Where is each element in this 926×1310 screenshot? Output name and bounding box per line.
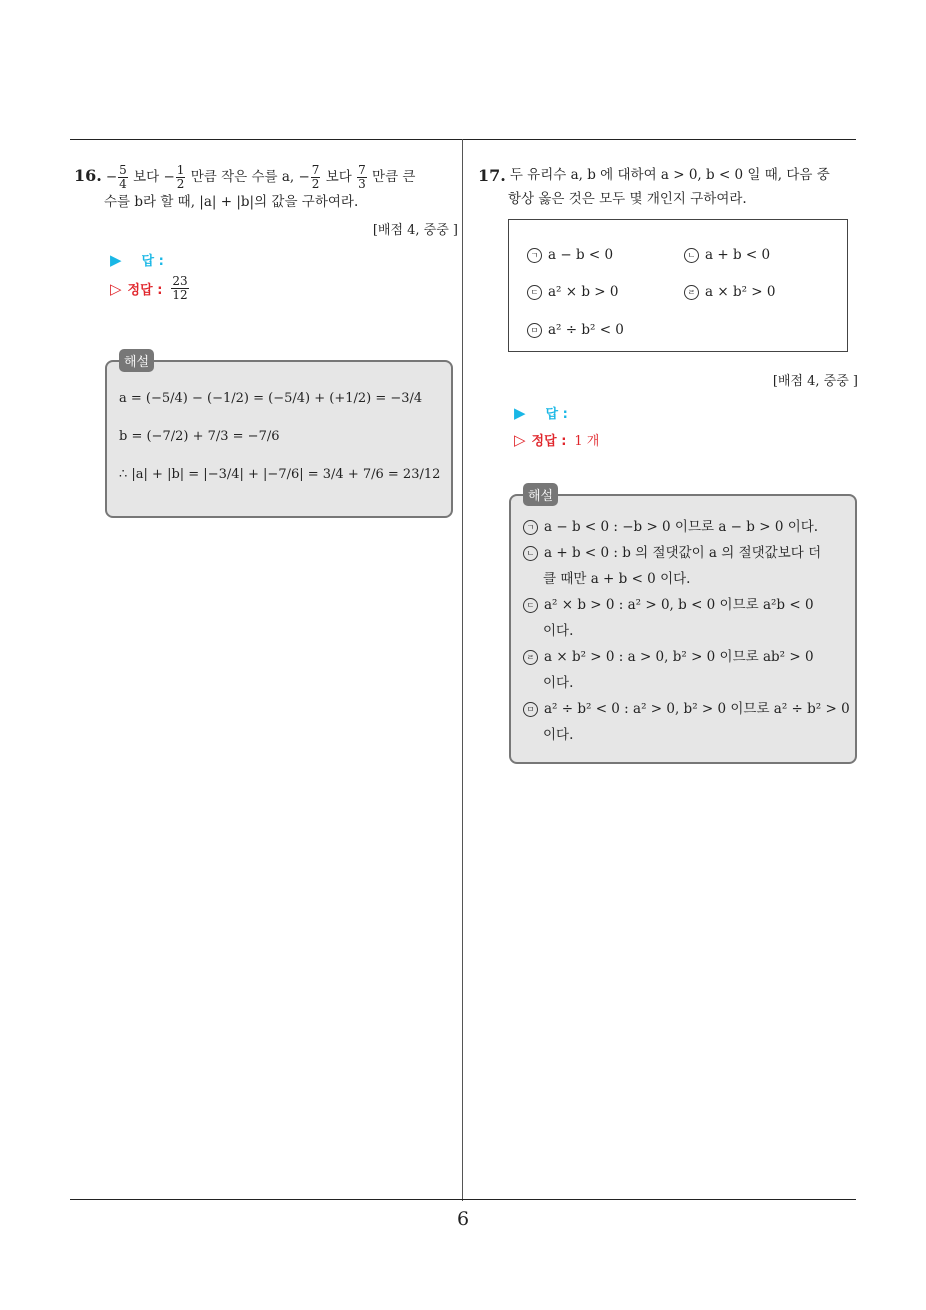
solution-box: [105, 355, 453, 518]
circled-mark: ㄴ: [684, 248, 699, 263]
fraction: $\frac{7}{3}$: [358, 163, 366, 191]
correct-answer-line: [110, 275, 458, 302]
triangle-icon: ▶: [514, 403, 526, 422]
solution-box: [509, 489, 857, 764]
choice-5: ㅁ a² ÷ b² < 0: [527, 322, 624, 338]
question-text-line2: 항상 옳은 것은 모두 몇 개인지 구하여라.: [508, 191, 747, 207]
question-text-line2: 수를 b라 할 때, |a| + |b|의 값을 구하여라.: [104, 194, 359, 210]
circled-mark: ㄴ: [523, 546, 538, 561]
question-text-line1: 두 유리수 a, b 에 대하여 a > 0, b < 0 일 때, 다음 중: [509, 167, 830, 183]
solution-tag: 해설: [119, 349, 154, 372]
answer-label: 답 :: [545, 407, 568, 422]
solution-tag: 해설: [523, 483, 558, 506]
solution-line: ㅁ a² ÷ b² < 0 : a² > 0, b² > 0 이므로 a² ÷ b² > 0: [523, 696, 853, 722]
question-number: 17.: [478, 166, 506, 185]
solution-line: 클 때만 a + b < 0 이다.: [543, 571, 691, 587]
correct-answer-value: $\frac{23}{12}$: [172, 274, 188, 302]
column-divider: [462, 139, 463, 1201]
correct-answer-label: 정답 :: [531, 434, 567, 449]
outline-triangle-icon: ▷: [110, 279, 122, 298]
fraction: $\frac{5}{4}$: [119, 163, 127, 191]
solution-line-c: ∴ |a| + |b| = |−3/4| + |−7/6| = 3/4 + 7/6 = 23/12: [119, 467, 441, 482]
solution-line: ㄱ a − b < 0 : −b > 0 이므로 a − b > 0 이다.: [523, 514, 853, 540]
solution-line-a: a = (−5/4) − (−1/2) = (−5/4) + (+1/2) = −3/4: [119, 391, 423, 406]
choice-1: ㄱ a − b < 0: [527, 247, 613, 263]
fraction: $\frac{7}{2}$: [311, 163, 320, 191]
choices-box: [508, 219, 848, 352]
question-16: [74, 164, 458, 302]
circled-mark: ㄹ: [684, 285, 699, 300]
answer-line: [110, 250, 458, 269]
solution-line-b: b = (−7/2) + 7/3 = −7/6: [119, 429, 280, 444]
answer-label: 답 :: [141, 254, 164, 269]
question-number: 16.: [74, 166, 102, 185]
fraction: $\frac{1}{2}$: [176, 163, 185, 191]
solution-line: ㄴ a + b < 0 : b 의 절댓값이 a 의 절댓값보다 더: [523, 540, 853, 566]
question-17: [478, 164, 860, 210]
answer-line: [514, 403, 858, 422]
correct-answer-value: 1 개: [574, 434, 600, 449]
circled-mark: ㄱ: [523, 520, 538, 535]
top-rule: [70, 139, 856, 140]
solution-lines: [523, 514, 853, 748]
solution-line: ㄷ a² × b > 0 : a² > 0, b < 0 이므로 a²b < 0: [523, 592, 853, 618]
circled-mark: ㅁ: [527, 323, 542, 338]
page-number: 6: [456, 1208, 470, 1230]
solution-line: ㄹ a × b² > 0 : a > 0, b² > 0 이므로 ab² > 0: [523, 644, 853, 670]
circled-mark: ㅁ: [523, 702, 538, 717]
circled-mark: ㄱ: [527, 248, 542, 263]
circled-mark: ㄷ: [527, 285, 542, 300]
difficulty-label: [배점 4, 중중 ]: [372, 223, 458, 238]
solution-line: 이다.: [543, 623, 574, 639]
choice-3: ㄷ a² × b > 0: [527, 284, 618, 300]
correct-answer-line: [514, 430, 858, 449]
circled-mark: ㄹ: [523, 650, 538, 665]
question-17-answers: [478, 364, 858, 449]
solution-line: 이다.: [543, 675, 574, 691]
choice-2: ㄴ a + b < 0: [684, 247, 770, 263]
circled-mark: ㄷ: [523, 598, 538, 613]
bottom-rule: [70, 1199, 856, 1200]
correct-answer-label: 정답 :: [127, 283, 163, 298]
question-text-line1: − $\frac{5}{4}$ 보다 − $\frac{1}{2}$ 만큼 작은 수를 a, − $\frac{7}{2}$ 보다 $\frac{7}{3}$ 만큼 큰: [105, 163, 416, 191]
choice-4: ㄹ a × b² > 0: [684, 284, 775, 300]
solution-line: 이다.: [543, 727, 574, 743]
triangle-icon: ▶: [110, 250, 122, 269]
outline-triangle-icon: ▷: [514, 430, 526, 449]
difficulty-label: [배점 4, 중중 ]: [772, 374, 858, 389]
